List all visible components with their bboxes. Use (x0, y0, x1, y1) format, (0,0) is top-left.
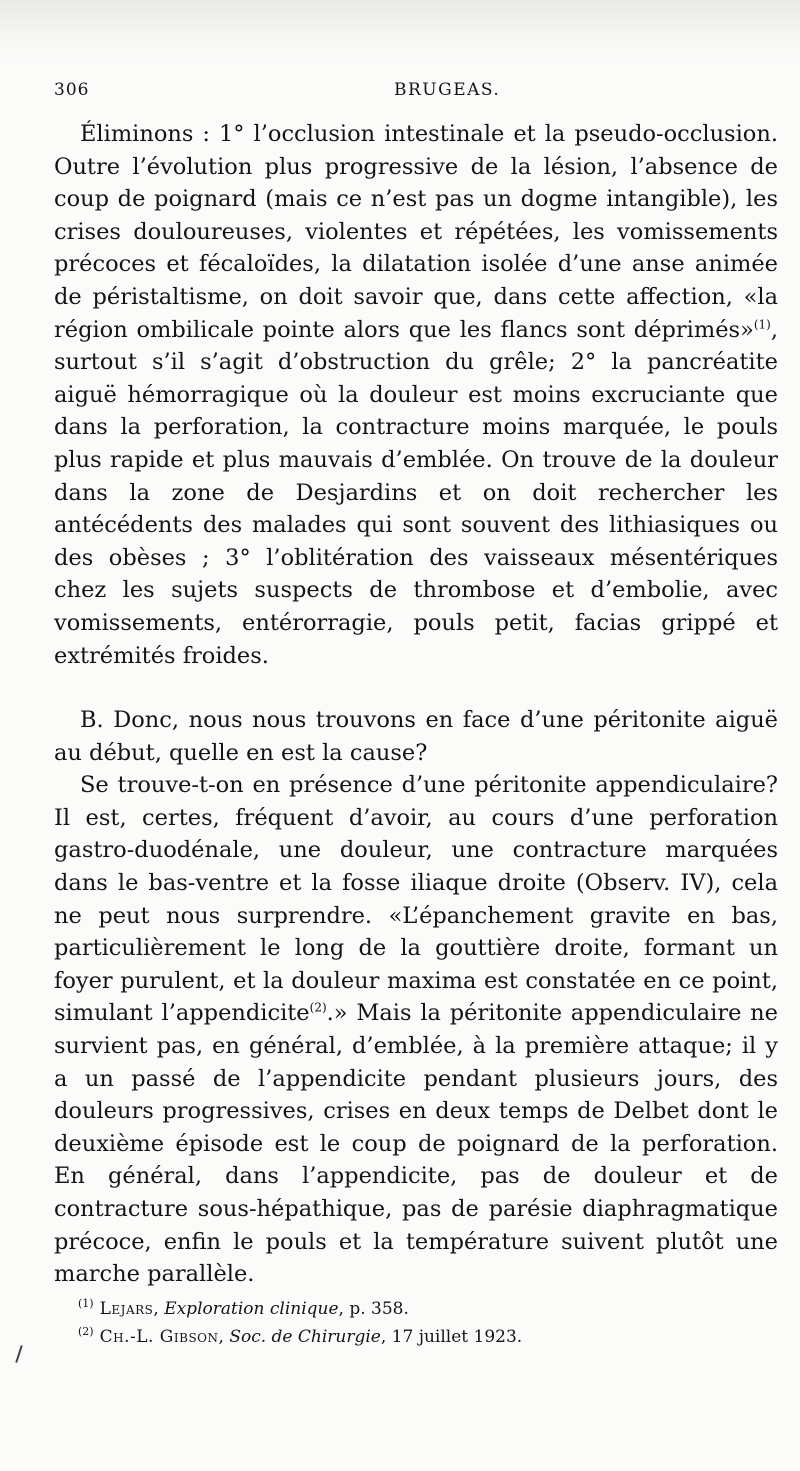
footnote-mark: (1) (78, 1297, 94, 1311)
footnote-ref-1: (1) (753, 317, 771, 332)
footnote-2: $^{(2)}$ Ch.-L. Gibson, Soc. de Chirurgie, 17 juillet 1923. (78, 1325, 523, 1347)
page-number: 306 (54, 80, 90, 100)
paragraph-appendicular-peritonitis (54, 769, 778, 1291)
footnotes (78, 1295, 728, 1351)
footnote-author: Lejars (99, 1299, 154, 1319)
paragraph-text-continued: , surtout s’il s’agit d’obstruction du grêle; 2° la pancréatite aiguë hémorragique où la douleur est moins excruciante que dans la perforation, la contracture moins marquée, le pouls plus rapide et plus mauvais d’emblée. On trouve de la douleur dans la zone de Desjardins et on doit rechercher les antécédents des malades qui sont souvent des lithiasiques ou des obèses ; 3° l’oblitération des vaisseaux mésentériques chez les sujets suspects de thrombose et d’embolie, avec vomissements, entérorragie, pouls petit, facias grippé et extrémités froides. (54, 316, 778, 669)
running-head (54, 80, 774, 104)
footnote-detail: , p. 358. (338, 1299, 409, 1319)
scan-shadow (0, 0, 800, 60)
running-title: BRUGEAS. (394, 80, 501, 100)
footnote-mark: (2) (78, 1325, 94, 1339)
paragraph-text: Éliminons : 1° l’occlusion intestinale et la pseudo-occlusion. Outre l’évolution plus progressive de la lésion, l’absence de coup de poignard (mais ce n’est pas un dogme intangible), les crises douloureuses, violentes et répétées, les vomissements précoces et fécaloïdes, la dilatation isolée d’une anse animée de péristaltisme, on doit savoir que, dans cette affection, «la région ombilicale pointe alors que les flancs sont déprimés» (54, 121, 778, 343)
footnote-work: Exploration clinique (164, 1299, 339, 1319)
paragraph-section-b: B. Donc, nous nous trouvons en face d’une péritonite aiguë au début, quelle en est la cause? (54, 707, 778, 766)
footnote-work: Soc. de Chirurgie (229, 1327, 381, 1347)
paragraph-text: Se trouve-t-on en présence d’une péritonite appendiculaire? Il est, certes, fréquent d’avoir, au cours d’une perforation gastro-duodénale, une douleur, une contracture marquées dans le bas-ventre et la fosse iliaque droite (Observ. IV), cela ne peut nous surprendre. «L’épanchement gravite en bas, particulièrement le long de la gouttière droite, formant un foyer purulent, et la douleur maxima est constatée en ce point, simulant l’appendicite (54, 772, 778, 1027)
footnote-author: Ch.-L. Gibson (99, 1327, 219, 1347)
stray-ink-mark (15, 1345, 22, 1363)
paragraph-text-continued: .» Mais la péritonite appendiculaire ne survient pas, en général, d’emblée, à la première attaque; il y a un passé de l’appendicite pendant plusieurs jours, des douleurs progressives, crises en deux temps de Delbet dont le deuxième épisode est le coup de poignard de la perforation. En général, dans l’appendicite, pas de douleur et de contracture sous-hépathique, pas de parésie diaphragmatique précoce, enfin le pouls et la température suivent plutôt une marche parallèle. (54, 1000, 778, 1288)
footnote-1: $^{(1)}$ Lejars, Exploration clinique, p. 358. (78, 1297, 409, 1319)
body-text (54, 118, 778, 1291)
footnote-detail: , 17 juillet 1923. (380, 1327, 523, 1347)
footnote-ref-2: (2) (309, 1000, 327, 1015)
paragraph-differential-diagnosis (54, 118, 778, 672)
